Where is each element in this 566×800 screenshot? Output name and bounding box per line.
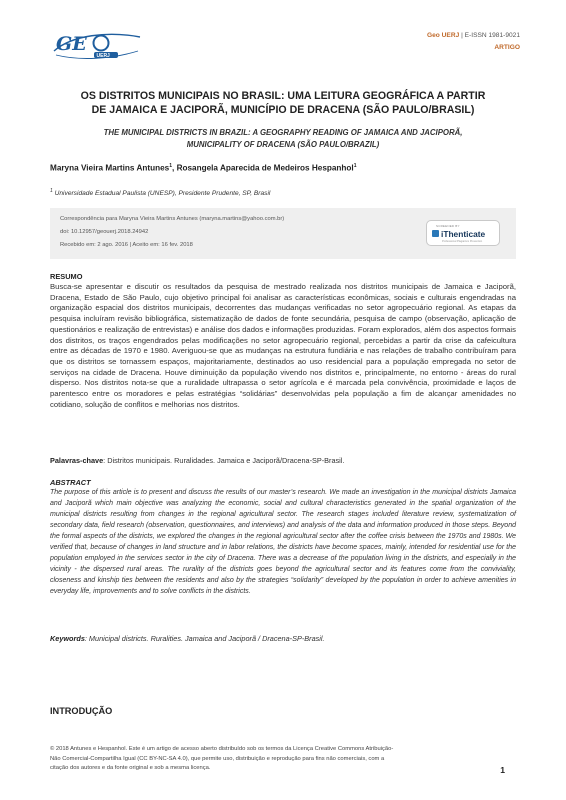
author-list: Maryna Vieira Martins Antunes$^1$, Rosangela Aparecida de Medeiros Hespanhol$^1$ bbox=[50, 163, 357, 173]
journal-issn: E-ISSN 1981-9021 bbox=[464, 32, 520, 39]
journal-logo bbox=[50, 28, 142, 62]
article-title: OS DISTRITOS MUNICIPAIS NO BRASIL: UMA LEITURA GEOGRÁFICA A PARTIR DE JAMAICA E JACIPORÃ, MUNICÍPIO DE DRACENA (SÃO PAULO/BRASIL) bbox=[80, 90, 486, 116]
article-type: ARTIGO bbox=[494, 44, 520, 51]
article-info-box bbox=[50, 208, 516, 259]
journal-name: Geo UERJ bbox=[427, 32, 460, 39]
correspondence-line: Correspondência para Maryna Vieira Martins Antunes (maryna.martins@yahoo.com.br) bbox=[60, 216, 285, 222]
author-name: Rosangela Aparecida de Medeiros Hespanhol bbox=[176, 163, 354, 173]
doi-link[interactable]: doi: 10.12957/geouerj.2018.24942 bbox=[60, 229, 149, 235]
journal-info: Geo UERJ | E-ISSN 1981-9021 ARTIGO bbox=[427, 30, 520, 54]
resumo-text: Busca-se apresentar e discutir os resultados da pesquisa de mestrado realizada nos distritos municipais de Jamaica e Jaciporã, Dracena, Estado de São Paulo, cujo objetivo principal foi analisar as características econômicas, sociais e culturais engendradas na organização espacial dos distritos municipais, decorrentes das mudanças verificadas no setor agropecuário regional. As etapas da pesquisa incluíram revisão bibliográfica, sistematização de dados de fonte secundária, pesquisa de campo (observação, aplicação de questionários e realização de entrevistas) e análise dos dados e informações produzidas. Foram explorados, além dos aspectos formais dos distritos, os traços engendrados pelas modificações no setor agropecuário regional, percebidas a partir da crise da cafeicultura entre as décadas de 1970 e 1980. Averiguou-se que as mudanças na estrutura fundiária e nas relações de trabalho contribuíram para que os distritos se tornassem espaços, majoritariamente, destinados ao uso residencial para a população empregada no setor de serviços na cidade de Dracena. Houve diminuição da população vivendo nos distritos e, principalmente, no entorno - áreas do rural disperso. Nos distritos nota-se que a ruralidade ultrapassa o setor agrícola e é marcada pela convivência, proximidade e laços de parentesco entre os moradores e pelas estratégias “solidárias” desenvolvidas pela população a fim de alcançar amenidades no cotidiano, solução de conflitos e melhorias nos distritos. bbox=[50, 282, 516, 409]
introduction-heading: INTRODUÇÃO bbox=[50, 706, 113, 716]
ithenticate-badge: SCREENED BY iThenticate Professional Plagiarism Prevention bbox=[426, 220, 500, 246]
resumo-heading: RESUMO bbox=[50, 272, 83, 281]
article-title-english: THE MUNICIPAL DISTRICTS IN BRAZIL: A GEOGRAPHY READING OF JAMAICA AND JACIPORÃ, MUNICIPALITY OF DRACENA (SÃO PAULO/BRAZIL) bbox=[103, 128, 463, 149]
author-name: Maryna Vieira Martins Antunes bbox=[50, 163, 170, 173]
dates-line: Recebido em: 2 ago. 2016 | Aceito em: 16 fev. 2018 bbox=[60, 242, 193, 248]
license-footer: © 2018 Antunes e Hespanhol. Este é um artigo de acesso aberto distribuído sob os termos da Licença Creative Commons Atribuição- Não Comercial-Compartilha Igual (CC BY-NC-SA 4.0), que permite uso, distribuição e reprodução para fins não comerciais, com a citação dos autores e da fonte original e sob a mesma licença. bbox=[50, 746, 394, 771]
svg-text:UERJ: UERJ bbox=[96, 53, 110, 59]
abstract-heading: ABSTRACT bbox=[50, 478, 91, 487]
author-affiliation: $^1$ Universidade Estadual Paulista (UNESP), Presidente Prudente, SP, Brasil bbox=[50, 188, 271, 198]
abstract-keywords: Keywords: Municipal districts. Ruralities. Jamaica and Jaciporã / Dracena-SP-Brasil. bbox=[50, 634, 325, 643]
abstract-text: The purpose of this article is to present and discuss the results of our master’s research. We made an investigation in the municipal districts Jamaica and Jaciporã which main objective was analyzing the economic, social and cultural characteristics generated in the spatial organization of the municipal districts resulting from changes in the regional agricultural sector. The research stages included literature review, systematization of secondary data, field research (observation, questionnaires, and interviews) and analysis of the data and information produced in those steps. Beyond the formal aspects of the districts, we explored the changes in the regional agricultural sector after the coffee crisis between the 1970s and 1980s. We verified that, because of changes in land structure and in labor relations, the districts have become spaces, mainly, intended for residential use for the population employed in the services sector in the city of Dracena. There was a decrease of the population living in the districts, and especially in the vicinity - the dispersed rural areas. The rurality of the districts goes beyond the agricultural sector and its features come from the conviviality, closeness and kinship ties between the residents and also by the strategies “solidarity” developed by the population in order to achieve amenities in everyday life, improvements and to solve conflicts in the districts. bbox=[50, 489, 516, 595]
resumo-keywords: Palavras-chave: Distritos municipais. Ruralidades. Jamaica e Jaciporã/Dracena-SP-Brasil. bbox=[50, 456, 345, 465]
svg-text:GE: GE bbox=[56, 33, 87, 55]
checkmark-icon bbox=[432, 230, 439, 237]
page-number: 1 bbox=[500, 765, 505, 775]
